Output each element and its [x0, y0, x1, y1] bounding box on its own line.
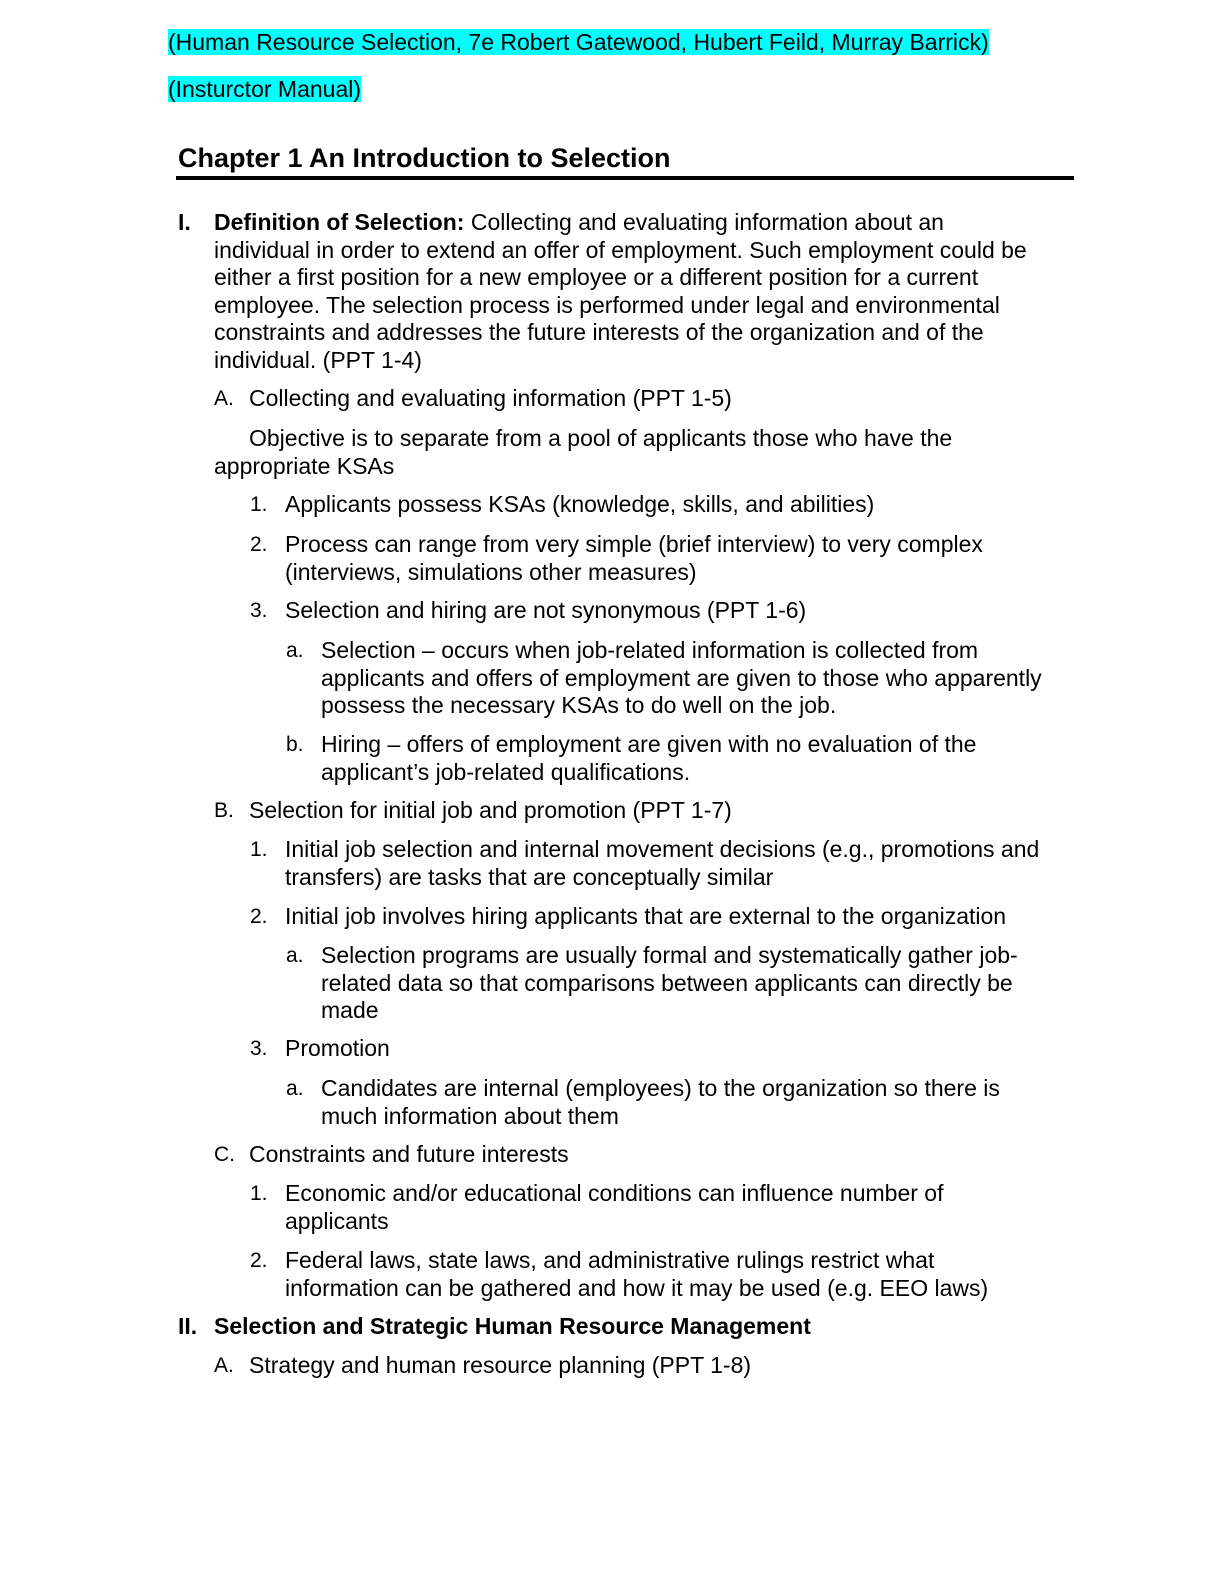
list-item: Initial job involves hiring applicants that are external to the organization: [285, 903, 1007, 929]
list-marker: a.: [286, 1077, 304, 1100]
list-marker: 3.: [250, 599, 268, 622]
chapter-title: Chapter 1 An Introduction to Selection: [178, 143, 671, 173]
list-item: Selection programs are usually formal and systematically gather job- related data so that comparisons between applicants can directly be made: [321, 942, 1018, 1023]
list-marker: 2.: [250, 905, 268, 928]
list-marker: a.: [286, 944, 304, 967]
list-marker: 2.: [250, 1249, 268, 1272]
list-marker: 1.: [250, 493, 268, 516]
list-item: Process can range from very simple (brief interview) to very complex (interviews, simulations other measures): [285, 531, 983, 585]
list-marker: a.: [286, 639, 304, 662]
list-item: Collecting and evaluating information (PPT 1-5): [249, 385, 732, 411]
list-item: Initial job selection and internal movement decisions (e.g., promotions and transfers) are tasks that are conceptually similar: [285, 836, 1040, 890]
list-item: Candidates are internal (employees) to the organization so there is much information about them: [321, 1075, 1000, 1129]
list-marker: 2.: [250, 533, 268, 556]
list-item: Selection and hiring are not synonymous (PPT 1-6): [285, 597, 807, 623]
list-marker: 1.: [250, 838, 268, 861]
list-item: Constraints and future interests: [249, 1141, 569, 1167]
section-marker: I.: [178, 209, 191, 235]
list-item: Hiring – offers of employment are given with no evaluation of the applicant’s job-related qualifications.: [321, 731, 977, 785]
list-item: Strategy and human resource planning (PPT 1-8): [249, 1352, 752, 1378]
objective-paragraph: Objective is to separate from a pool of applicants those who have the appropriate KSAs: [214, 425, 953, 479]
section-marker: II.: [178, 1313, 198, 1339]
list-marker: b.: [286, 733, 304, 756]
list-item: Federal laws, state laws, and administrative rulings restrict what information can be gathered and how it may be used (e.g. EEO laws): [285, 1247, 989, 1301]
section-heading: Selection and Strategic Human Resource Management: [214, 1313, 811, 1339]
section-definition: Definition of Selection: Collecting and evaluating information about an individual in order to extend an offer of employment. Such employment could be either a first position for a new employee or a different position for a current employee. The selection process is performed under legal and environmental constraints and addresses the future interests of the organization and of the individual. (PPT 1-4): [214, 209, 1027, 373]
list-marker: B.: [214, 799, 234, 822]
list-item: Promotion: [285, 1035, 390, 1061]
list-marker: A.: [214, 387, 234, 410]
list-item: Applicants possess KSAs (knowledge, skills, and abilities): [285, 491, 875, 517]
title-rule: [176, 176, 1074, 180]
list-marker: C.: [214, 1143, 235, 1166]
manual-label: (Insturctor Manual): [168, 76, 362, 102]
list-item: Selection – occurs when job-related information is collected from applicants and offers of employment are given to those who apparently possess the necessary KSAs to do well on the job.: [321, 637, 1042, 718]
list-marker: A.: [214, 1354, 234, 1377]
list-marker: 1.: [250, 1182, 268, 1205]
list-marker: 3.: [250, 1037, 268, 1060]
source-citation: (Human Resource Selection, 7e Robert Gatewood, Hubert Feild, Murray Barrick): [168, 29, 989, 55]
list-item: Economic and/or educational conditions can influence number of applicants: [285, 1180, 944, 1234]
list-item: Selection for initial job and promotion (PPT 1-7): [249, 797, 732, 823]
